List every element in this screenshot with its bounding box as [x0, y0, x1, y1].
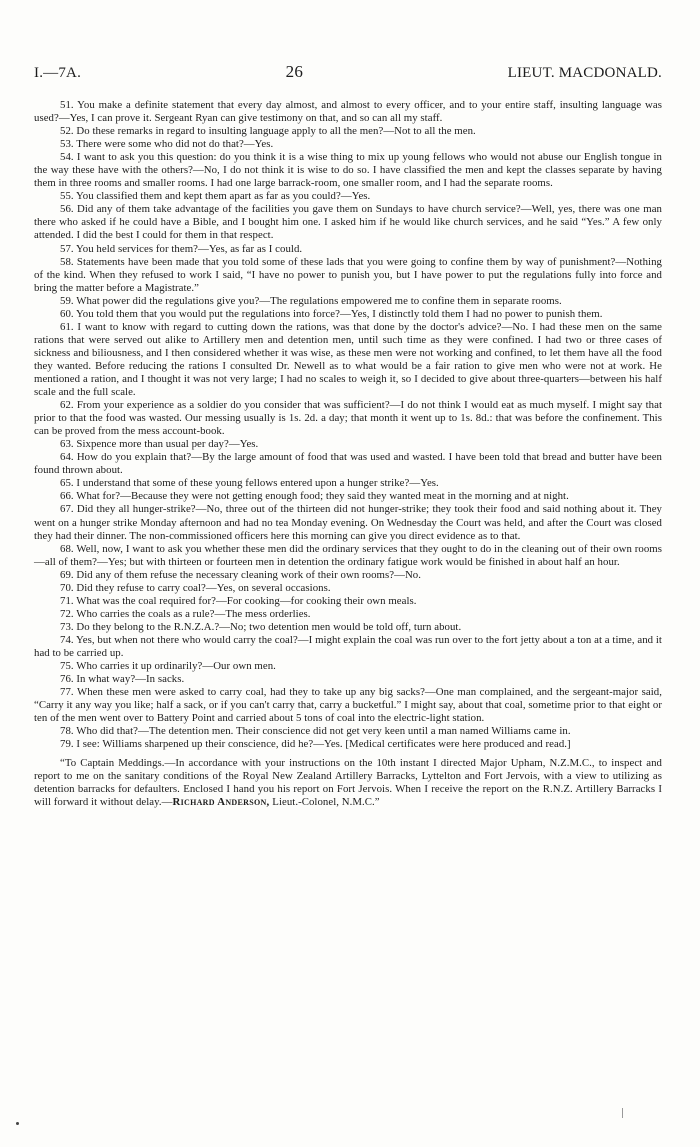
evidence-paragraph: 61. I want to know with regard to cutting down the rations, was that done by the doctor's advice?—No. I had these men on the same rations that were served out alike to Artillery men and detention men, until such time as they were confined. I had two or three cases of sickness and biliousness, and I then considered whether it was wise, as these men were not working and confined, to let them have all the food they wanted. Before reducing the rations I consulted Dr. Newell as to what would be a fair ration to give men who were not at work. He mentioned a ration, and I thought it was not very large; I had no scales to weigh it, so I decided to give about three-quarters—between his half scale and the full scale.: [34, 320, 662, 399]
evidence-paragraph: 59. What power did the regulations give you?—The regulations empowered me to confine them in separate rooms.: [60, 294, 562, 307]
header-paper-number: I.—7A.: [34, 65, 82, 81]
evidence-paragraph: 56. Did any of them take advantage of the facilities you gave them on Sundays to have church service?—Well, yes, there was one man there who asked if he could have a Bible, and I bought him one. I asked him if he would like church services, and he said “Yes.” A few only attended. I did the best I could for them in that respect.: [34, 203, 662, 242]
evidence-paragraph: 72. Who carries the coals as a rule?—The mess orderlies.: [60, 607, 311, 620]
evidence-paragraph: 64. How do you explain that?—By the large amount of food that was used and wasted. I have been told that bread and butter have been found thrown about.: [34, 451, 662, 477]
evidence-paragraph: 51. You make a definite statement that every day almost, and almost to every officer, and to your entire staff, insulting language was used?—Yes, I can prove it. Sergeant Ryan can give testimony on that, and so can all my staff.: [34, 99, 662, 125]
evidence-paragraph: 62. From your experience as a soldier do you consider that was sufficient?—I do not think I would eat as much myself. I might say that prior to that the food was wasted. Our messing usually is 1s. 2d. a day; that month it went up to 1s. 8d.: that was before the confinement. This can be proved from the mess account-book.: [34, 399, 662, 438]
quoted-letter-signature: Richard Anderson,: [172, 796, 270, 809]
quoted-letter-text: “To Captain Meddings.—In accordance with your instructions on the 10th instant I directed Major Upham, N.Z.M.C., to inspect and report to me on the sanitary conditions of the Royal New Zealand Artillery Barracks, Lyttelton and Fort Jervois, with a view to utilizing as detention barracks for defaulters. Enclosed I hand you his report on Fort Jervois. When I receive the report on the R.N.Z. Artillery Barracks I will forward it without delay.—: [34, 757, 662, 809]
evidence-paragraph: 68. Well, now, I want to ask you whether these men did the ordinary services that they ought to do in the cleaning out of their own rooms—all of them?—Yes; but with thirteen or fourteen men in detention the ordinary fatigue work would be finished in about half an hour.: [34, 542, 662, 568]
evidence-paragraph: 54. I want to ask you this question: do you think it is a wise thing to mix up young fellows who would not abuse our English tongue in the way these have with the others?—No, I do not think it is wise to do so. I have classified the men and kept the classes separate by having them in three rooms and smaller rooms. I had one large barrack-room, one smaller room, and I had the separate rooms.: [34, 151, 662, 190]
evidence-paragraph: 65. I understand that some of these young fellows entered upon a hunger strike?—Yes.: [60, 477, 439, 490]
evidence-paragraph: 55. You classified them and kept them apart as far as you could?—Yes.: [60, 190, 371, 203]
evidence-paragraph: 73. Do they belong to the R.N.Z.A.?—No; two detention men would be told off, turn about.: [60, 620, 462, 633]
evidence-paragraph: 70. Did they refuse to carry coal?—Yes, on several occasions.: [60, 581, 331, 594]
evidence-paragraph: 52. Do these remarks in regard to insulting language apply to all the men?—Not to all the men.: [60, 125, 476, 138]
evidence-paragraph: 66. What for?—Because they were not getting enough food; they said they wanted meat in the morning and at night.: [60, 490, 569, 503]
evidence-paragraph: 77. When these men were asked to carry coal, had they to take up any big sacks?—One man complained, and the sergeant-major said, “Carry it any way you like; half a sack, or if you can't carry that, carry a bucketful.” I might say, about that coal, sometime prior to that eight or ten of the men went over to Battery Point and carried about 5 tons of coal into the electric-light station.: [34, 686, 662, 725]
evidence-paragraph: 79. I see: Williams sharpened up their conscience, did he?—Yes. [Medical certificates were here produced and read.]: [60, 738, 571, 751]
quoted-letter: [34, 757, 662, 809]
evidence-paragraph: 74. Yes, but when not there who would carry the coal?—I might explain the coal was run over to the fort jetty about a ton at a time, and it had to be carried up.: [34, 633, 662, 659]
evidence-paragraph: 71. What was the coal required for?—For cooking—for cooking their own meals.: [60, 594, 417, 607]
evidence-paragraph: 58. Statements have been made that you told some of these lads that you were going to confine them by way of punishment?—Nothing of the kind. When they refused to work I said, “I have no power to punish you, but I have power to put the regulations fully into force and bring the matter before a Magistrate.”: [34, 255, 662, 294]
evidence-paragraph: 63. Sixpence more than usual per day?—Yes.: [60, 438, 259, 451]
scan-speck: [16, 1122, 19, 1125]
document-body: [34, 99, 662, 810]
evidence-paragraph: 69. Did any of them refuse the necessary cleaning work of their own rooms?—No.: [60, 568, 421, 581]
evidence-paragraph: 60. You told them that you would put the regulations into force?—Yes, I distinctly told them I had no power to punish them.: [60, 307, 603, 320]
evidence-paragraph: 76. In what way?—In sacks.: [60, 673, 185, 686]
evidence-paragraph: 57. You held services for them?—Yes, as far as I could.: [60, 242, 303, 255]
evidence-paragraph: 53. There were some who did not do that?—Yes.: [60, 138, 274, 151]
header-witness-name: LIEUT. MACDONALD.: [507, 65, 662, 81]
quoted-letter-rank: Lieut.-Colonel, N.M.C.”: [272, 796, 380, 809]
evidence-paragraph: 75. Who carries it up ordinarily?—Our own men.: [60, 660, 276, 673]
header-page-number: 26: [285, 62, 304, 81]
evidence-paragraph: 67. Did they all hunger-strike?—No, three out of the thirteen did not hunger-strike; they took their food and said nothing about it. They went on a hunger strike Monday afternoon and had no tea Monday evening. On Wednesday the Court was held, and after the Court was closed they had their dinner. The non-commissioned officers here this morning can give you direct evidence as to that.: [34, 503, 662, 542]
scan-mark: [622, 1108, 623, 1118]
page-header: [34, 62, 662, 82]
evidence-paragraph: 78. Who did that?—The detention men. Their conscience did not get very keen until a man named Williams came in.: [60, 725, 571, 738]
